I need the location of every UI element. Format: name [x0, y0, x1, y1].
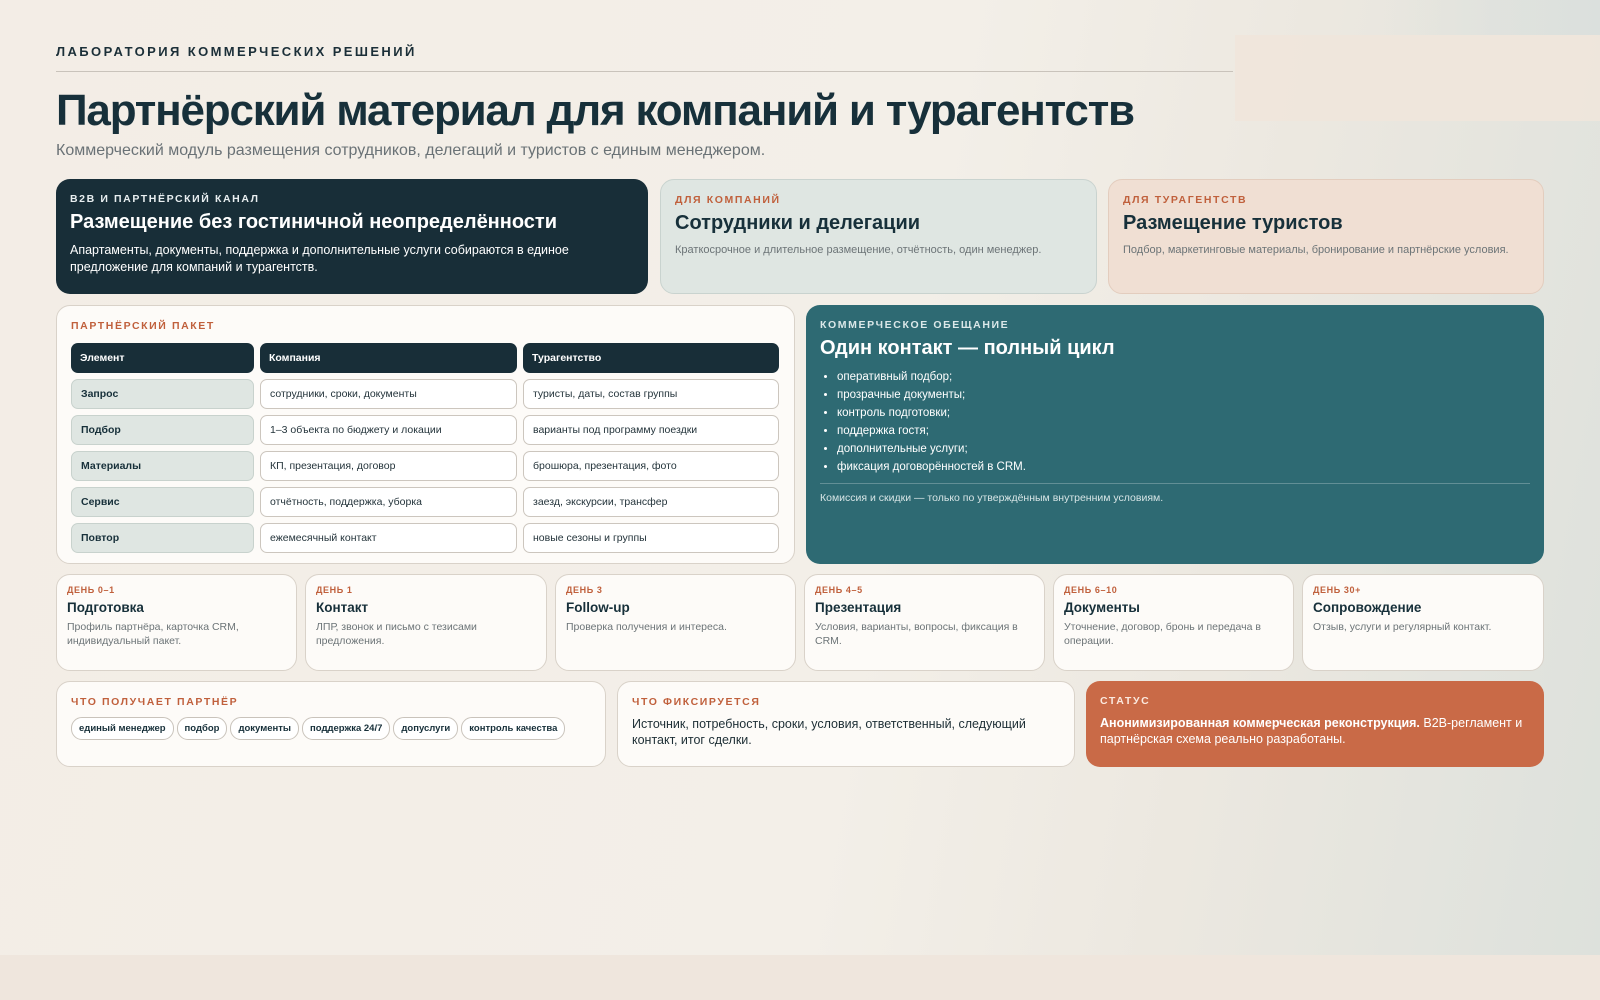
step-text: Отзыв, услуги и регулярный контакт.: [1313, 621, 1492, 633]
step-title: Презентация: [815, 600, 902, 615]
step-text: Проверка получения и интереса.: [566, 621, 727, 633]
table-cell: туристы, даты, состав группы: [523, 379, 779, 409]
table-row-key: Сервис: [71, 487, 254, 517]
step-title: Контакт: [316, 600, 369, 615]
list-item: • прозрачные документы;: [837, 386, 1530, 404]
table-cell: заезд, экскурсии, трансфер: [523, 487, 779, 517]
promise-divider: [820, 483, 1530, 484]
benefit-chips: [71, 717, 591, 740]
table-cell: сотрудники, сроки, документы: [260, 379, 517, 409]
table-header-company: Компания: [260, 343, 517, 373]
step-card: [804, 574, 1045, 671]
step-text: Уточнение, договор, бронь и передача в операции.: [1064, 621, 1261, 647]
benefits-kicker: ЧТО ПОЛУЧАЕТ ПАРТНЁР: [71, 696, 239, 708]
package-card: [56, 305, 795, 564]
step-text: Профиль партнёра, карточка CRM, индивидуальный пакет.: [67, 621, 239, 647]
list-item: • оперативный подбор;: [837, 368, 1530, 386]
hero-text: Апартаменты, документы, поддержка и дополнительные услуги собираются в единое предложение для компаний и турагентств.: [70, 243, 569, 274]
companies-kicker: ДЛЯ КОМПАНИЙ: [675, 194, 781, 206]
table-cell: новые сезоны и группы: [523, 523, 779, 553]
step-day: ДЕНЬ 3: [566, 585, 603, 595]
step-title: Документы: [1064, 600, 1140, 615]
agencies-kicker: ДЛЯ ТУРАГЕНТСТВ: [1123, 194, 1248, 206]
benefit-chip: документы: [230, 717, 299, 740]
table-header-element: Элемент: [71, 343, 254, 373]
benefit-chip: единый менеджер: [71, 717, 174, 740]
step-title: Сопровождение: [1313, 600, 1422, 615]
companies-card: [660, 179, 1097, 294]
table-row-key: Запрос: [71, 379, 254, 409]
companies-text: Краткосрочное и длительное размещение, отчётность, один менеджер.: [675, 244, 1042, 256]
table-cell: ежемесячный контакт: [260, 523, 517, 553]
table-cell: 1–3 объекта по бюджету и локации: [260, 415, 517, 445]
table-row-key: Подбор: [71, 415, 254, 445]
benefits-card: [56, 681, 606, 767]
table-row-key: Повтор: [71, 523, 254, 553]
step-text: ЛПР, звонок и письмо с тезисами предложения.: [316, 621, 477, 647]
step-day: ДЕНЬ 4–5: [815, 585, 863, 595]
step-day: ДЕНЬ 30+: [1313, 585, 1361, 595]
step-title: Follow-up: [566, 600, 630, 615]
step-day: ДЕНЬ 1: [316, 585, 353, 595]
step-title: Подготовка: [67, 600, 144, 615]
header-divider: [56, 71, 1233, 72]
agencies-text: Подбор, маркетинговые материалы, бронирование и партнёрские условия.: [1123, 244, 1509, 256]
table-cell: варианты под программу поездки: [523, 415, 779, 445]
agencies-title: Размещение туристов: [1123, 212, 1343, 234]
benefit-chip: контроль качества: [461, 717, 565, 740]
decor-stripe-top: [1380, 0, 1600, 35]
page-subtitle: Коммерческий модуль размещения сотрудников, делегаций и туристов с единым менеджером.: [56, 142, 766, 159]
status-bold: Анонимизированная коммерческая реконструкция.: [1100, 716, 1420, 730]
step-card: [56, 574, 297, 671]
promise-card: [806, 305, 1544, 564]
page-title: Партнёрский материал для компаний и турагентств: [56, 86, 1134, 135]
table-header-agency: Турагентство: [523, 343, 779, 373]
bottom-band: [0, 955, 1600, 1000]
step-day: ДЕНЬ 0–1: [67, 585, 115, 595]
step-day: ДЕНЬ 6–10: [1064, 585, 1118, 595]
step-card: [305, 574, 547, 671]
step-card: [1302, 574, 1544, 671]
eyebrow: ЛАБОРАТОРИЯ КОММЕРЧЕСКИХ РЕШЕНИЙ: [56, 44, 417, 59]
table-cell: отчётность, поддержка, уборка: [260, 487, 517, 517]
promise-note: Комиссия и скидки — только по утверждённым внутренним условиям.: [820, 492, 1164, 504]
table-cell: КП, презентация, договор: [260, 451, 517, 481]
status-card: [1086, 681, 1544, 767]
companies-title: Сотрудники и делегации: [675, 212, 921, 234]
benefit-chip: допуслуги: [393, 717, 458, 740]
promise-title: Один контакт — полный цикл: [820, 337, 1115, 359]
fixed-text: Источник, потребность, сроки, условия, ответственный, следующий контакт, итог сделки.: [632, 717, 1026, 747]
list-item: • дополнительные услуги;: [837, 440, 1530, 458]
package-kicker: ПАРТНЁРСКИЙ ПАКЕТ: [71, 320, 215, 332]
status-text: [1100, 715, 1530, 747]
hero-card: [56, 179, 648, 294]
table-cell: брошюра, презентация, фото: [523, 451, 779, 481]
step-text: Условия, варианты, вопросы, фиксация в CRM.: [815, 621, 1018, 647]
step-card: [1053, 574, 1294, 671]
decor-stripe: [1235, 35, 1600, 121]
list-item: • поддержка гостя;: [837, 422, 1530, 440]
status-kicker: СТАТУС: [1100, 695, 1151, 707]
list-item: • контроль подготовки;: [837, 404, 1530, 422]
fixed-kicker: ЧТО ФИКСИРУЕТСЯ: [632, 696, 761, 708]
status-rest: B2B-регламент и партнёрская схема реально разработаны.: [1100, 716, 1523, 746]
step-card: [555, 574, 796, 671]
benefit-chip: подбор: [177, 717, 228, 740]
promise-list: [820, 368, 1530, 476]
benefit-chip: поддержка 24/7: [302, 717, 390, 740]
hero-title: Размещение без гостиничной неопределённости: [70, 211, 558, 233]
table-row-key: Материалы: [71, 451, 254, 481]
hero-kicker: B2B И ПАРТНЁРСКИЙ КАНАЛ: [70, 193, 260, 205]
agencies-card: [1108, 179, 1544, 294]
promise-kicker: КОММЕРЧЕСКОЕ ОБЕЩАНИЕ: [820, 319, 1010, 331]
list-item: • фиксация договорённостей в CRM.: [837, 458, 1530, 476]
fixed-card: [617, 681, 1075, 767]
